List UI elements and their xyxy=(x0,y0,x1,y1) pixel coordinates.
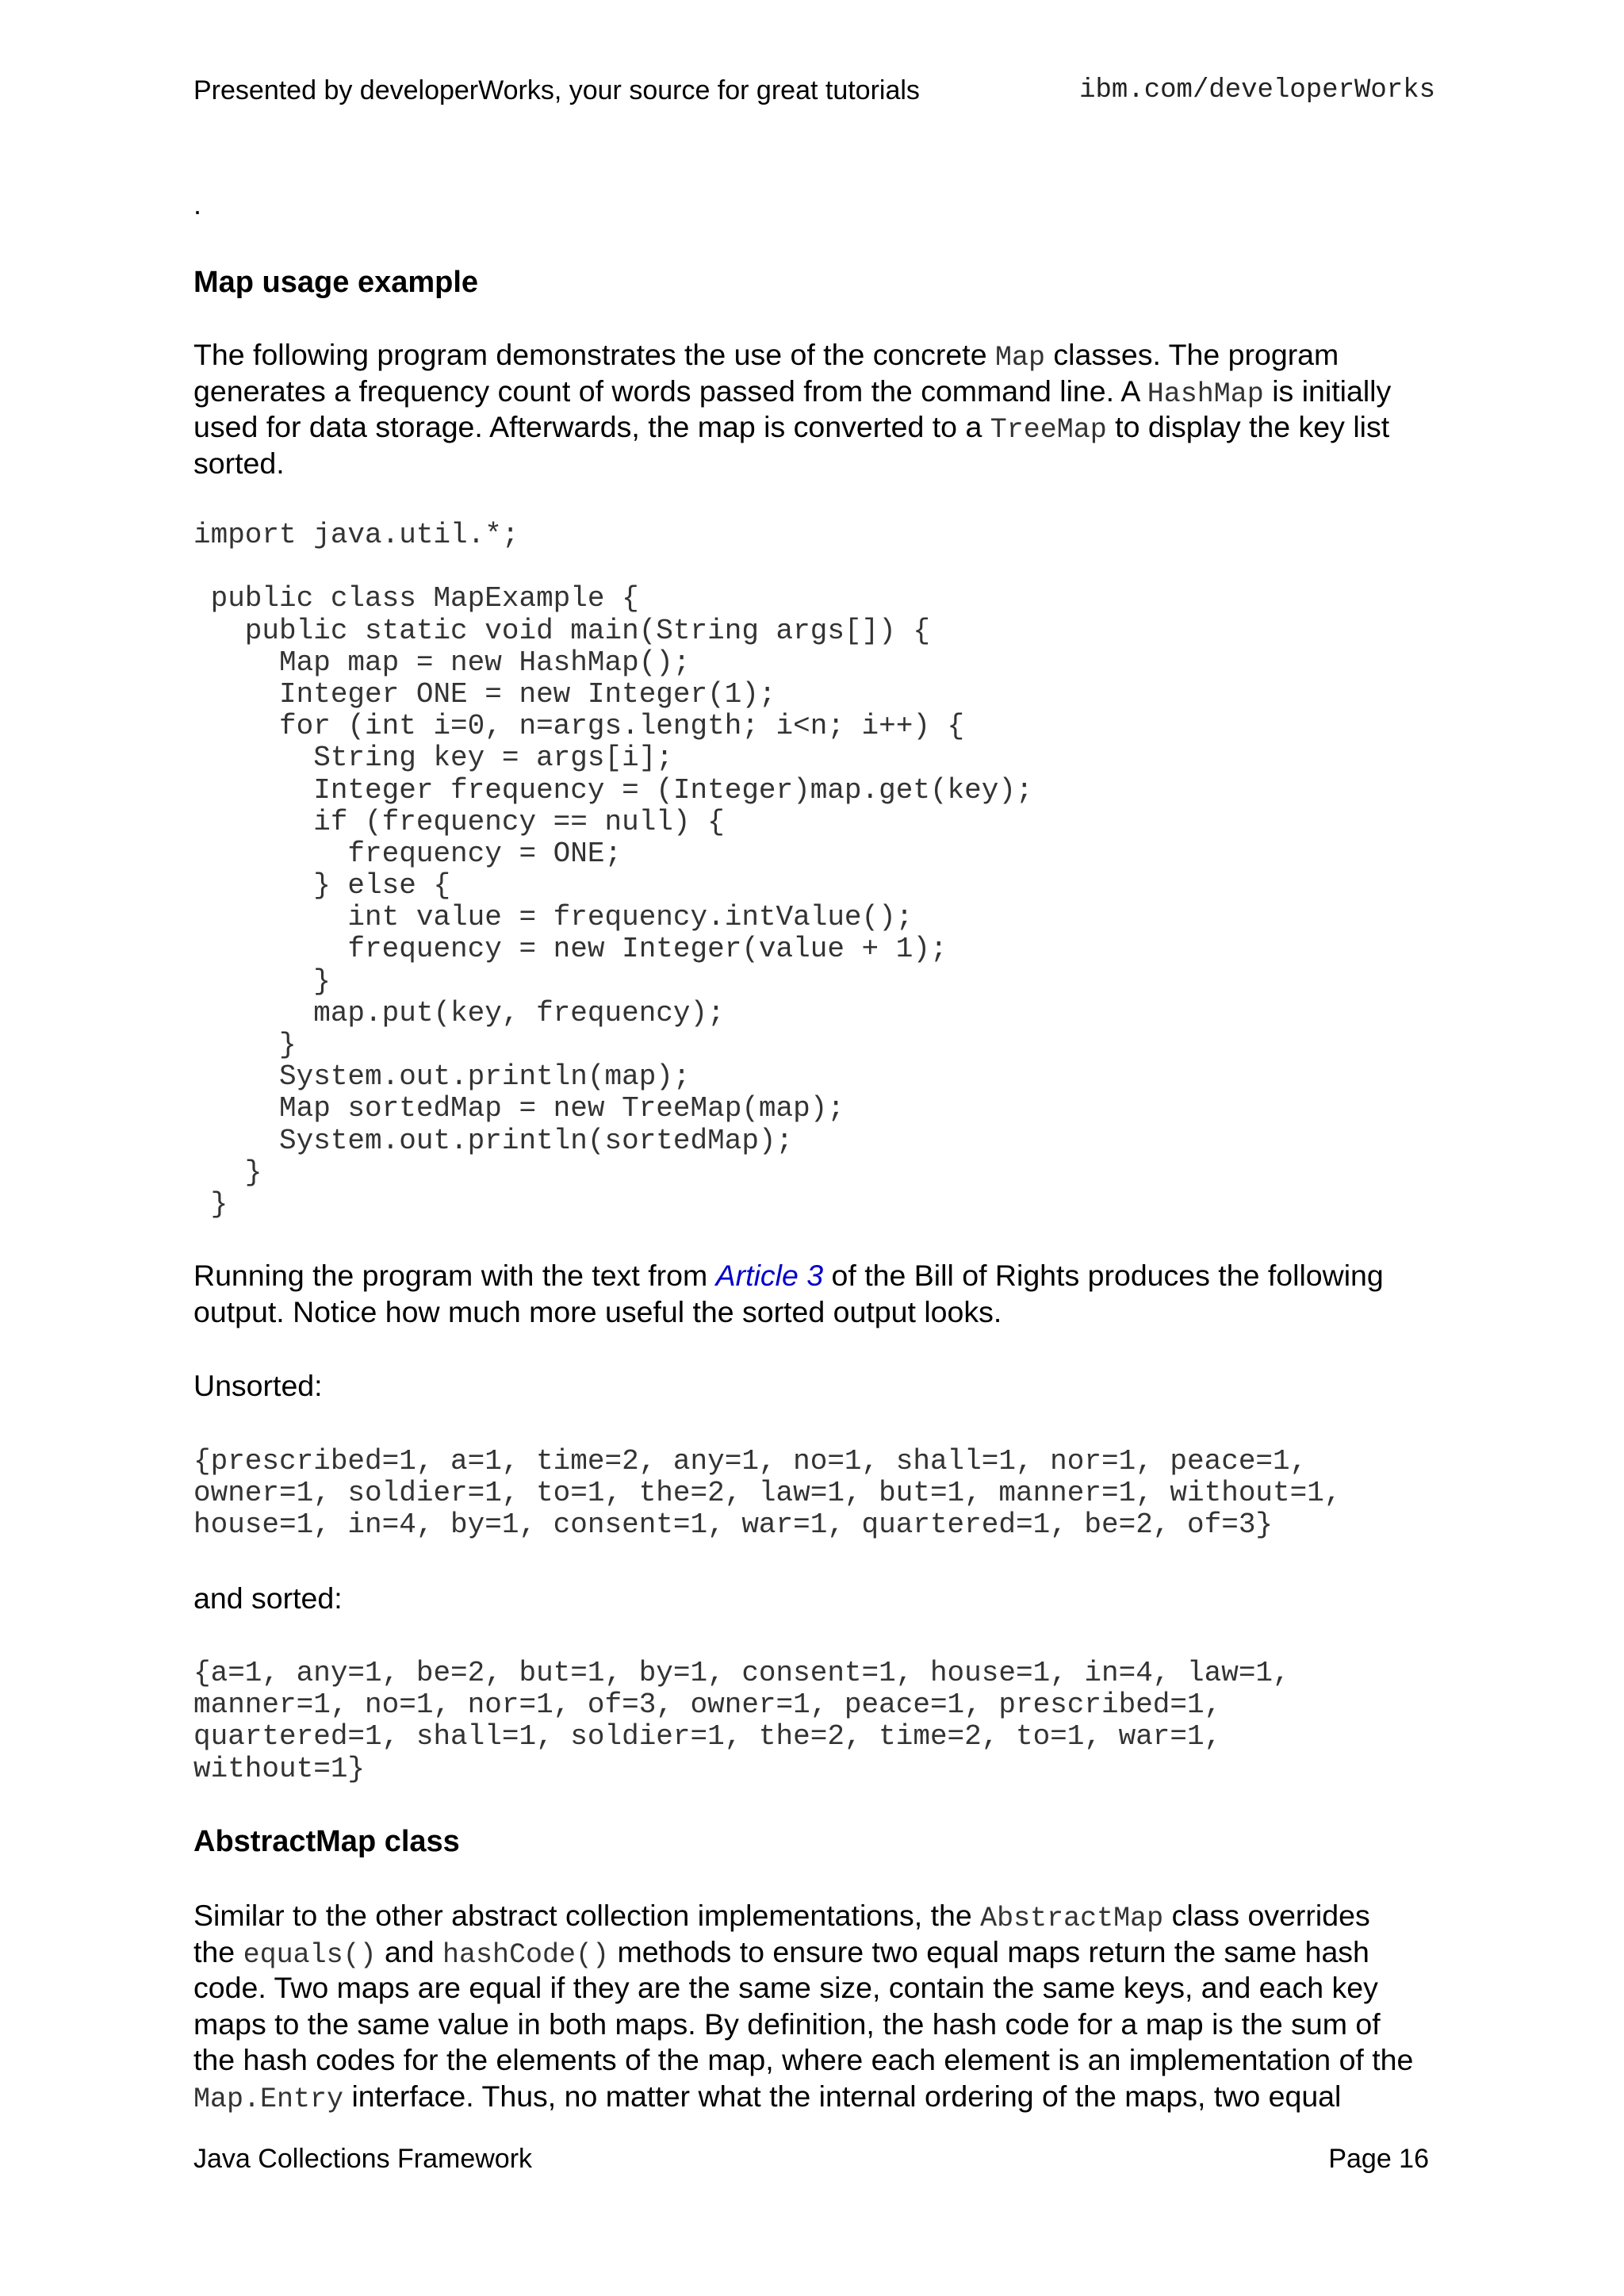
code-line: } xyxy=(193,1156,262,1189)
paragraph-line xyxy=(193,1258,1438,1294)
text-run: maps to the same value in both maps. By definition, the hash code for a map is the sum of xyxy=(193,2007,1381,2041)
text-run: used for data storage. Afterwards, the map is converted to a xyxy=(193,410,990,443)
text-run: of the Bill of Rights produces the following xyxy=(823,1259,1384,1292)
paragraph-line xyxy=(193,1898,1438,1934)
text-run: output. Notice how much more useful the sorted output looks. xyxy=(193,1294,1002,1328)
code-line xyxy=(193,551,1033,583)
text-run: is initially xyxy=(1263,374,1392,408)
inline-code: TreeMap xyxy=(990,414,1107,446)
code-line: System.out.println(sortedMap); xyxy=(193,1124,794,1157)
text-run: generates a frequency count of words passed from the command line. A xyxy=(193,374,1147,408)
code-block-map-example xyxy=(193,519,1033,1221)
unsorted-output xyxy=(193,1446,1341,1542)
code-line: house=1, in=4, by=1, consent=1, war=1, quartered=1, be=2, of=3} xyxy=(193,1508,1274,1542)
code-line: {a=1, any=1, be=2, but=1, by=1, consent=1, house=1, in=4, law=1, xyxy=(193,1657,1290,1689)
code-line: frequency = ONE; xyxy=(193,837,622,870)
paragraph-line xyxy=(193,1970,1438,2007)
paragraph-line xyxy=(193,1294,1438,1331)
page-footer-title: Java Collections Framework xyxy=(193,2144,533,2174)
code-line: System.out.println(map); xyxy=(193,1060,691,1094)
paragraph-line xyxy=(193,409,1438,446)
code-line: int value = frequency.intValue(); xyxy=(193,901,914,934)
code-line: } xyxy=(193,1029,297,1061)
paragraph-line xyxy=(193,1934,1438,1971)
code-line: quartered=1, shall=1, soldier=1, the=2, time=2, to=1, war=1, xyxy=(193,1720,1222,1754)
text-run: The following program demonstrates the use of the concrete xyxy=(193,338,995,371)
page-footer-page-number: Page 16 xyxy=(1328,2144,1429,2174)
text-run: classes. The program xyxy=(1044,338,1339,371)
inline-code: equals() xyxy=(243,1938,377,1971)
code-line: import java.util.*; xyxy=(193,519,519,551)
paragraph-line xyxy=(193,374,1438,410)
code-line: Map map = new HashMap(); xyxy=(193,646,691,679)
code-line: public class MapExample { xyxy=(193,582,639,615)
paragraph-line xyxy=(193,337,1438,374)
text-run: sorted. xyxy=(193,446,285,480)
paragraph-line xyxy=(193,2079,1438,2115)
code-line: if (frequency == null) { xyxy=(193,805,725,838)
text-run: the hash codes for the elements of the map, where each element is an implementation of the xyxy=(193,2043,1414,2076)
code-line: {prescribed=1, a=1, time=2, any=1, no=1, shall=1, nor=1, peace=1, xyxy=(193,1445,1308,1478)
code-line: map.put(key, frequency); xyxy=(193,996,725,1029)
sorted-label: and sorted: xyxy=(193,1581,343,1615)
code-line: owner=1, soldier=1, to=1, the=2, law=1, but=1, manner=1, without=1, xyxy=(193,1477,1342,1510)
inline-code: HashMap xyxy=(1147,378,1264,410)
code-line: Integer ONE = new Integer(1); xyxy=(193,677,776,711)
code-line: Integer frequency = (Integer)map.get(key); xyxy=(193,773,1033,807)
inline-code: AbstractMap xyxy=(980,1903,1164,1934)
paragraph-line xyxy=(193,2042,1438,2079)
paragraph-line xyxy=(193,2007,1438,2043)
text-run: the xyxy=(193,1934,243,1968)
text-run: to display the key list xyxy=(1106,410,1390,443)
text-run: class overrides xyxy=(1163,1899,1370,1932)
paragraph-line xyxy=(193,446,1438,482)
section-heading-map-usage: Map usage example xyxy=(193,266,479,299)
code-line: manner=1, no=1, nor=1, of=3, owner=1, peace=1, prescribed=1, xyxy=(193,1688,1222,1722)
code-line: for (int i=0, n=args.length; i<n; i++) { xyxy=(193,710,965,743)
text-run: interface. Thus, no matter what the internal ordering of the maps, two equal xyxy=(343,2079,1342,2113)
running-paragraph xyxy=(193,1258,1438,1330)
code-line: frequency = new Integer(value + 1); xyxy=(193,933,948,966)
code-line: public static void main(String args[]) { xyxy=(193,614,930,647)
code-line: Map sortedMap = new TreeMap(map); xyxy=(193,1092,845,1125)
text-run: methods to ensure two equal maps return the same hash xyxy=(609,1934,1369,1968)
page-header-title: Presented by developerWorks, your source for great tutorials xyxy=(193,75,920,105)
text-run: Similar to the other abstract collection implementations, the xyxy=(193,1899,981,1932)
text-run: Running the program with the text from xyxy=(193,1259,716,1292)
text-run: code. Two maps are equal if they are the same size, contain the same keys, and each key xyxy=(193,1971,1378,2004)
article-link[interactable]: Article 3 xyxy=(715,1259,824,1292)
inline-code: Map xyxy=(994,342,1045,374)
page-header-url[interactable]: ibm.com/developerWorks xyxy=(1079,75,1435,105)
stray-dot: . xyxy=(193,188,202,220)
inline-code: Map.Entry xyxy=(193,2083,344,2115)
section-heading-abstractmap: AbstractMap class xyxy=(193,1825,460,1858)
code-line: without=1} xyxy=(193,1752,366,1785)
code-line: String key = args[i]; xyxy=(193,742,673,775)
code-line: } xyxy=(193,964,331,998)
text-run: and xyxy=(376,1934,442,1968)
unsorted-label: Unsorted: xyxy=(193,1369,323,1402)
inline-code: hashCode() xyxy=(442,1938,610,1971)
code-line: } else { xyxy=(193,869,451,903)
code-line: } xyxy=(193,1187,228,1221)
intro-paragraph xyxy=(193,337,1438,481)
abstractmap-paragraph xyxy=(193,1898,1438,2114)
sorted-output xyxy=(193,1658,1290,1785)
